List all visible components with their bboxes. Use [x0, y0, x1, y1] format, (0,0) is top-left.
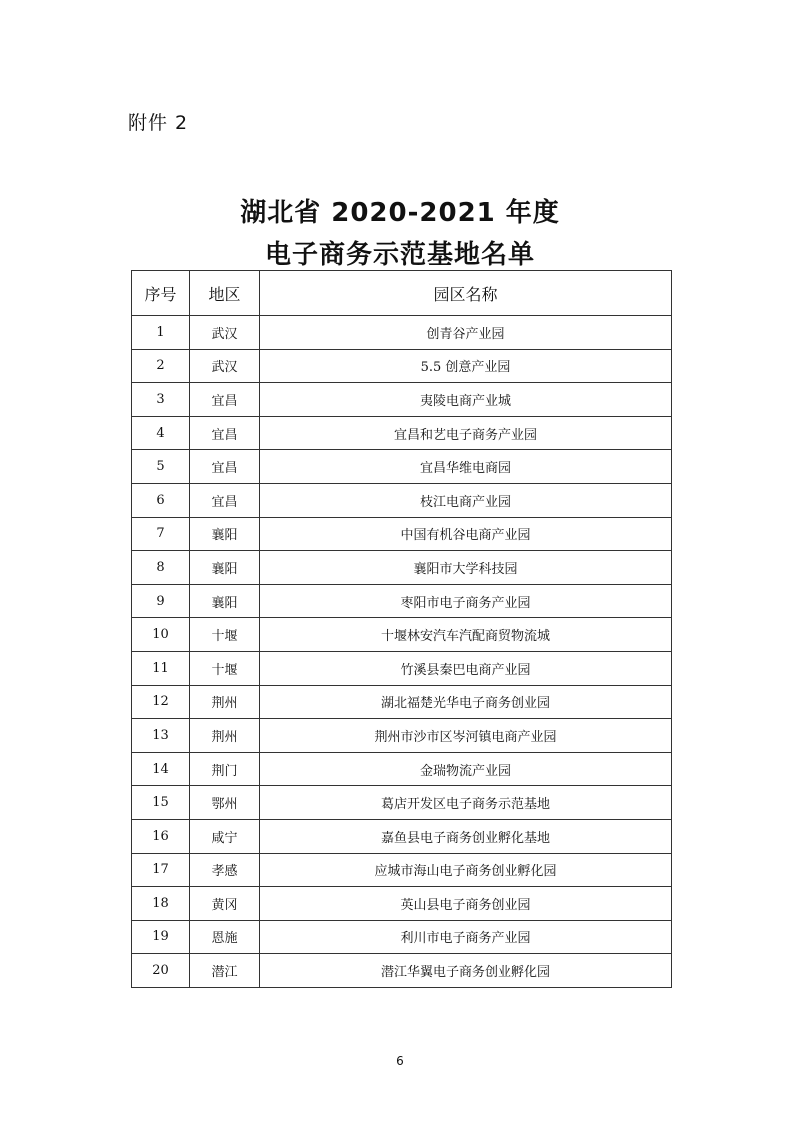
cell-park-name: 湖北福楚光华电子商务创业园	[260, 685, 672, 719]
cell-region: 咸宁	[190, 819, 260, 853]
cell-region: 宜昌	[190, 450, 260, 484]
cell-region: 荆州	[190, 719, 260, 753]
table-row	[132, 752, 672, 786]
cell-number: 2	[132, 349, 190, 383]
cell-number: 9	[132, 584, 190, 618]
cell-number: 18	[132, 887, 190, 921]
cell-region: 荆州	[190, 685, 260, 719]
cell-park-name: 中国有机谷电商产业园	[260, 517, 672, 551]
cell-park-name: 5.5 创意产业园	[260, 349, 672, 383]
document-title-line-2: 电子商务示范基地名单	[264, 240, 535, 270]
cell-park-name: 利川市电子商务产业园	[260, 920, 672, 954]
header-park-name: 园区名称	[260, 271, 672, 316]
cell-number: 11	[132, 651, 190, 685]
table-row	[132, 618, 672, 652]
table-row	[132, 316, 672, 350]
header-number: 序号	[132, 271, 190, 316]
table-row	[132, 719, 672, 753]
table-row	[132, 450, 672, 484]
cell-number: 7	[132, 517, 190, 551]
cell-region: 荆门	[190, 752, 260, 786]
table-row	[132, 685, 672, 719]
cell-park-name: 十堰林安汽车汽配商贸物流城	[260, 618, 672, 652]
table-row	[132, 887, 672, 921]
attachment-label: 附件 2	[128, 112, 189, 134]
cell-number: 20	[132, 954, 190, 988]
cell-number: 4	[132, 416, 190, 450]
cell-number: 1	[132, 316, 190, 350]
cell-number: 16	[132, 819, 190, 853]
cell-park-name: 金瑞物流产业园	[260, 752, 672, 786]
table-row	[132, 920, 672, 954]
cell-park-name: 潜江华翼电子商务创业孵化园	[260, 954, 672, 988]
cell-region: 襄阳	[190, 584, 260, 618]
cell-number: 10	[132, 618, 190, 652]
cell-region: 宜昌	[190, 416, 260, 450]
cell-region: 襄阳	[190, 517, 260, 551]
document-title-line-1: 湖北省 2020-2021 年度	[240, 198, 560, 228]
cell-park-name: 宜昌和艺电子商务产业园	[260, 416, 672, 450]
cell-region: 武汉	[190, 316, 260, 350]
cell-number: 14	[132, 752, 190, 786]
cell-park-name: 葛店开发区电子商务示范基地	[260, 786, 672, 820]
cell-region: 孝感	[190, 853, 260, 887]
cell-region: 宜昌	[190, 483, 260, 517]
cell-number: 13	[132, 719, 190, 753]
header-region: 地区	[190, 271, 260, 316]
cell-number: 6	[132, 483, 190, 517]
cell-number: 3	[132, 383, 190, 417]
cell-region: 潜江	[190, 954, 260, 988]
cell-number: 17	[132, 853, 190, 887]
cell-park-name: 襄阳市大学科技园	[260, 551, 672, 585]
table-row	[132, 584, 672, 618]
cell-park-name: 竹溪县秦巴电商产业园	[260, 651, 672, 685]
cell-park-name: 应城市海山电子商务创业孵化园	[260, 853, 672, 887]
cell-region: 鄂州	[190, 786, 260, 820]
cell-park-name: 英山县电子商务创业园	[260, 887, 672, 921]
cell-number: 12	[132, 685, 190, 719]
cell-region: 武汉	[190, 349, 260, 383]
cell-number: 19	[132, 920, 190, 954]
cell-region: 宜昌	[190, 383, 260, 417]
table-row	[132, 383, 672, 417]
table-row	[132, 416, 672, 450]
table-header-row	[132, 271, 672, 316]
table-row	[132, 651, 672, 685]
cell-park-name: 夷陵电商产业城	[260, 383, 672, 417]
page-number: 6	[396, 1054, 404, 1068]
table-row	[132, 786, 672, 820]
cell-number: 5	[132, 450, 190, 484]
table-row	[132, 517, 672, 551]
base-list-table	[131, 270, 672, 988]
table-row	[132, 349, 672, 383]
cell-park-name: 荆州市沙市区岑河镇电商产业园	[260, 719, 672, 753]
cell-number: 8	[132, 551, 190, 585]
table-row	[132, 551, 672, 585]
cell-park-name: 枝江电商产业园	[260, 483, 672, 517]
cell-park-name: 枣阳市电子商务产业园	[260, 584, 672, 618]
cell-number: 15	[132, 786, 190, 820]
cell-region: 恩施	[190, 920, 260, 954]
table-row	[132, 819, 672, 853]
cell-park-name: 宜昌华维电商园	[260, 450, 672, 484]
cell-region: 黄冈	[190, 887, 260, 921]
table-row	[132, 954, 672, 988]
cell-park-name: 嘉鱼县电子商务创业孵化基地	[260, 819, 672, 853]
table-row	[132, 853, 672, 887]
cell-park-name: 创青谷产业园	[260, 316, 672, 350]
cell-region: 襄阳	[190, 551, 260, 585]
table-row	[132, 483, 672, 517]
cell-region: 十堰	[190, 618, 260, 652]
cell-region: 十堰	[190, 651, 260, 685]
